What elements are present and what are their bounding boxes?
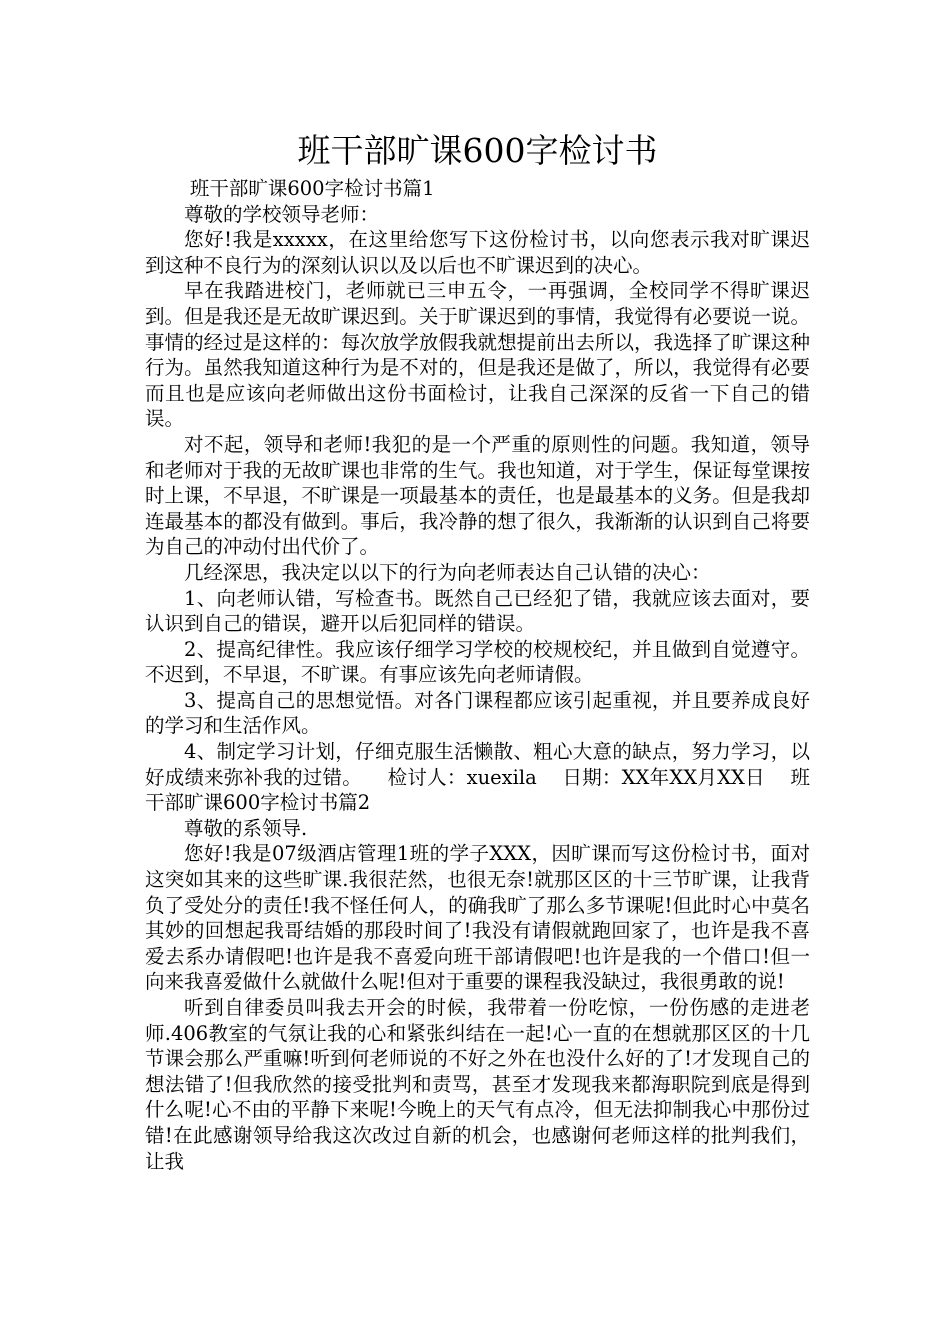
body-paragraph: 您好!我是07级酒店管理1班的学子XXX，因旷课而写这份检讨书，面对这突如其来的这些旷课.我很茫然，也很无奈!就那区区的十三节旷课，让我背负了受处分的责任!我不怪任何人，的确我旷了那么多节课呢!但此时心中莫名其妙的回想起我哥结婚的那段时间了!我没有请假就跑回家了，也许是我不喜爱去系办请假吧!也许是我不喜爱向班干部请假吧!也许是我的一个借口!但一向来我喜爱做什么就做什么呢!但对于重要的课程我没缺过，我很勇敢的说! — [145, 842, 810, 994]
body-paragraph: 对不起，领导和老师!我犯的是一个严重的原则性的问题。我知道，领导和老师对于我的无故旷课也非常的生气。我也知道，对于学生，保证每堂课按时上课，不早退，不旷课是一项最基本的责任，也是最基本的义务。但是我却连最基本的都没有做到。事后，我冷静的想了很久，我渐渐的认识到自己将要为自己的冲动付出代价了。 — [145, 432, 810, 559]
document-page — [145, 128, 810, 1174]
list-item: 3、提高自己的思想觉悟。对各门课程都应该引起重视，并且要养成良好的学习和生活作风。 — [145, 688, 810, 738]
salutation: 尊敬的系领导. — [184, 816, 308, 840]
body-paragraph: 几经深思，我决定以以下的行为向老师表达自己认错的决心： — [184, 560, 711, 584]
document-title: 班干部旷课600字检讨书 — [297, 131, 658, 170]
list-item: 4、制定学习计划，仔细克服生活懒散、粗心大意的缺点，努力学习，以好成绩来弥补我的过错。 检讨人：xuexila 日期：XX年XX月XX日 班干部旷课600字检讨书篇2 — [145, 740, 810, 815]
body-paragraph: 您好!我是xxxxx，在这里给您写下这份检讨书，以向您表示我对旷课迟到这种不良行为的深刻认识以及以后也不旷课迟到的决心。 — [145, 228, 810, 277]
salutation: 尊敬的学校领导老师： — [184, 202, 380, 226]
list-item: 2、提高纪律性。我应该仔细学习学校的校规校纪，并且做到自觉遵守。不迟到，不早退，不旷课。有事应该先向老师请假。 — [145, 637, 810, 687]
list-item: 1、向老师认错，写检查书。既然自己已经犯了错，我就应该去面对，要认识到自己的错误，避开以后犯同样的错误。 — [145, 586, 810, 636]
section-heading: 班干部旷课600字检讨书篇1 — [189, 177, 435, 200]
body-paragraph: 听到自律委员叫我去开会的时候，我带着一份吃惊，一份伤感的走进老师.406教室的气氛让我的心和紧张纠结在一起!心一直的在想就那区区的十几节课会那么严重嘛!听到何老师说的不好之外在也没什么好的了!才发现自己的想法错了!但我欣然的接受批判和责骂，甚至才发现我来都海职院到底是得到什么呢!心不由的平静下来呢!今晚上的天气有点冷，但无法抑制我心中那份过错!在此感谢领导给我这次改过自新的机会，也感谢何老师这样的批判我们，让我 — [145, 996, 810, 1173]
body-paragraph: 早在我踏进校门，老师就已三申五令，一再强调，全校同学不得旷课迟到。但是我还是无故旷课迟到。关于旷课迟到的事情，我觉得有必要说一说。事情的经过是这样的：每次放学放假我就想提前出去所以，我选择了旷课这种行为。虽然我知道这种行为是不对的，但是我还是做了，所以，我觉得有必要而且也是应该向老师做出这份书面检讨，让我自己深深的反省一下自己的错误。 — [145, 279, 810, 431]
